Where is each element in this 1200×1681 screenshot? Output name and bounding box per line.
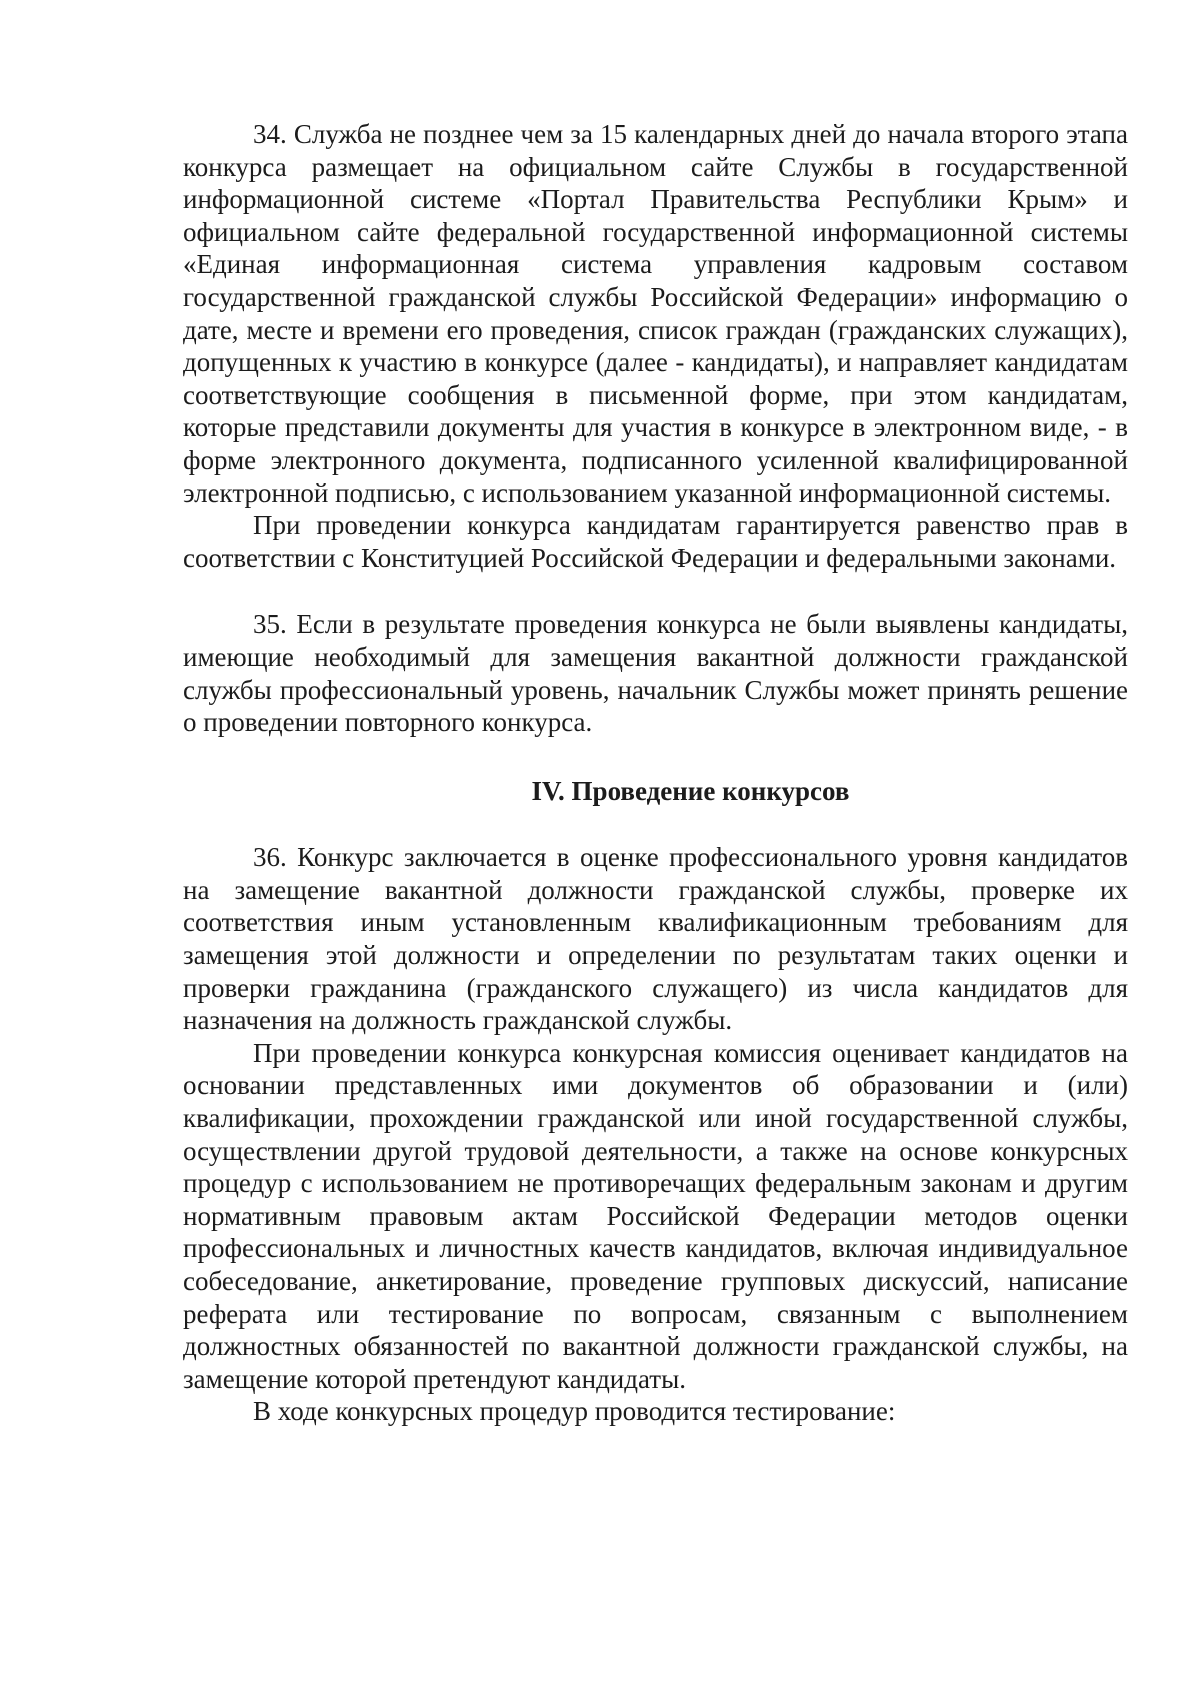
paragraph-36-evaluation: При проведении конкурса конкурсная комиссия оценивает кандидатов на основании представленных ими документов об образовании и (или) квалификации, прохождении гражданской или иной государственной службы, осуществлении другой трудовой деятельности, а также на основе конкурсных процедур с использованием не противоречащих федеральным законам и другим нормативным правовым актам Российской Федерации методов оценки профессиональных и личностных качеств кандидатов, включая индивидуальное собеседование, анкетирование, проведение групповых дискуссий, написание реферата или тестирование по вопросам, связанным с выполнением должностных обязанностей по вакантной должности гражданской службы, на замещение которой претендуют кандидаты. [183,1037,1128,1394]
paragraph-34: 34. Служба не позднее чем за 15 календарных дней до начала второго этапа конкурса размещает на официальном сайте Службы в государственной информационной системе «Портал Правительства Республики Крым» и официальном сайте федеральной государственной информационной системы «Единая информационная система управления кадровым составом государственной гражданской службы Российской Федерации» информацию о дате, месте и времени его проведения, список граждан (гражданских служащих), допущенных к участию в конкурсе (далее - кандидаты), и направляет кандидатам соответствующие сообщения в письменной форме, при этом кандидатам, которые представили документы для участия в конкурсе в электронном виде, - в форме электронного документа, подписанного усиленной квалифицированной электронной подписью, с использованием указанной информационной системы. [183,119,1128,508]
paragraph-36: 36. Конкурс заключается в оценке профессионального уровня кандидатов на замещение вакантной должности гражданской службы, проверке их соответствия иным установленным квалификационным требованиям для замещения этой должности и определении по результатам таких оценки и проверки гражданина (гражданского служащего) из числа кандидатов для назначения на должность гражданской службы. [183,842,1128,1036]
paragraph-34-equality: При проведении конкурса кандидатам гарантируется равенство прав в соответствии с Конституцией Российской Федерации и федеральными законами. [183,510,1128,573]
section-heading: IV. Проведение конкурсов [531,775,850,806]
paragraph-35: 35. Если в результате проведения конкурса не были выявлены кандидаты, имеющие необходимый для замещения вакантной должности гражданской службы профессиональный уровень, начальник Службы может принять решение о проведении повторного конкурса. [183,609,1128,738]
paragraph-36-testing: В ходе конкурсных процедур проводится тестирование: [253,1396,896,1427]
